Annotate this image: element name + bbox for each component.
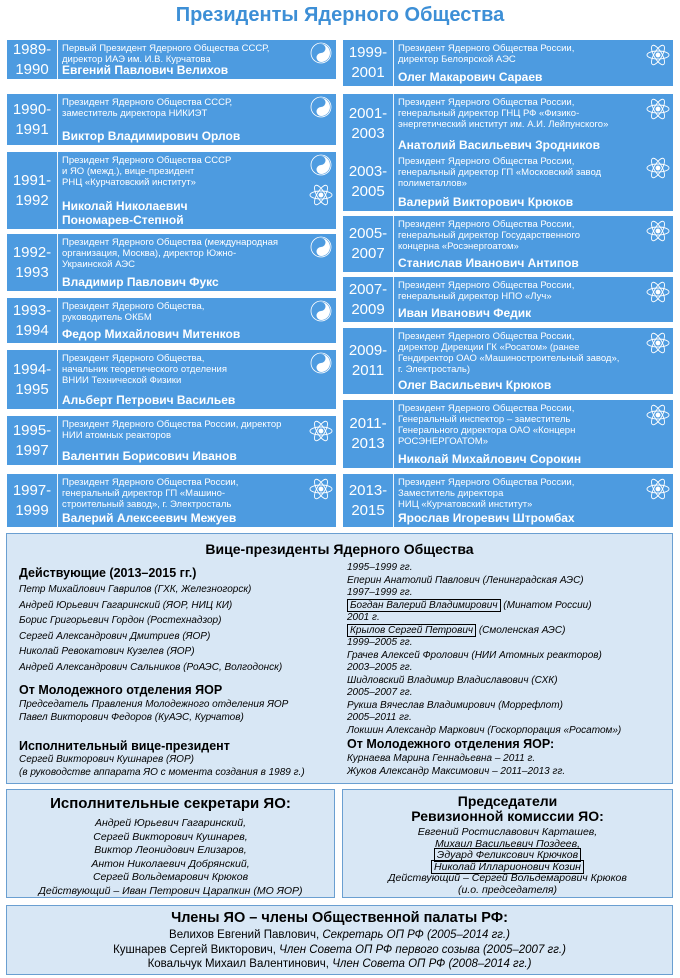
president-years xyxy=(7,350,58,409)
atom-icon xyxy=(308,476,334,502)
year-line: 2009 xyxy=(351,300,385,318)
president-card xyxy=(343,216,673,272)
atom-icon xyxy=(645,279,671,305)
vice-history-text: 2003–2005 гг. xyxy=(347,662,413,673)
audit-item-text: Евгений Ростиславович Карташев, xyxy=(417,826,598,838)
vice-history-item xyxy=(347,662,412,673)
president-card xyxy=(7,40,336,79)
president-card xyxy=(7,298,336,343)
logo-icon xyxy=(310,96,332,118)
vice-history-item xyxy=(347,600,592,611)
atom-icon xyxy=(308,418,334,444)
vice-history-item xyxy=(347,675,558,686)
president-description: Президент Ядерного Общества России, генеральный директор Государственного концерна «Росэнергоатом» xyxy=(398,219,581,252)
vice-history-item xyxy=(347,625,565,636)
vice-current-heading: Действующие (2013–2015 гг.) xyxy=(19,566,197,580)
president-name: Олег Макарович Сараев xyxy=(398,70,543,84)
president-description: Президент Ядерного Общества СССР, заместитель директора НИКИЭТ xyxy=(62,97,233,119)
secretary-item: Действующий – Иван Петрович Царапкин (МО ЯОР) xyxy=(38,884,303,897)
logo-icon xyxy=(310,236,332,258)
audit-item-text: Эдуард Феликсович Крючков xyxy=(434,848,581,862)
audit-item xyxy=(343,884,672,896)
logo-icon xyxy=(310,352,332,374)
vice-youth2-heading: От Молодежного отделения ЯОР: xyxy=(347,737,555,751)
president-name: Валентин Борисович Иванов xyxy=(62,449,237,463)
year-line: 2013- xyxy=(348,481,388,499)
year-line: 1999- xyxy=(348,44,388,61)
president-card xyxy=(343,400,673,468)
president-icons xyxy=(645,96,671,122)
president-icons xyxy=(308,236,334,258)
audit-item-text: Николай Илларионович Козин xyxy=(431,860,584,874)
chamber-member-role: Секретарь ОП РФ (2005–2014 гг.) xyxy=(322,929,510,941)
president-icons xyxy=(308,300,334,322)
year-line: 1993- xyxy=(12,301,52,319)
president-icons xyxy=(308,96,334,118)
president-icons xyxy=(645,155,671,181)
president-name: Владимир Павлович Фукс xyxy=(62,275,219,289)
audit-item xyxy=(343,826,672,838)
president-card xyxy=(343,277,673,322)
audit-item xyxy=(343,872,672,884)
year-line: 2005- xyxy=(348,225,388,242)
vice-history-item xyxy=(347,650,602,661)
vice-history-item xyxy=(347,575,584,586)
vice-history-item xyxy=(347,637,412,648)
vice-current-item: Андрей Александрович Сальников (РоАЭС, Волгодонск) xyxy=(19,661,283,673)
vice-history-item xyxy=(347,700,563,711)
president-years xyxy=(7,298,58,343)
chamber-member-role: Член Совета ОП РФ первого созыва (2005–2007 гг.) xyxy=(279,943,566,956)
vice-title: Вице-президенты Ядерного Общества xyxy=(205,541,474,557)
president-icons xyxy=(308,418,334,444)
year-line: 2011- xyxy=(349,415,387,432)
president-years xyxy=(343,474,394,527)
year-line: 2001- xyxy=(348,105,388,122)
president-years xyxy=(343,153,394,211)
president-description: Президент Ядерного Общества России, директор Дирекции ГК «Росатом» (ранее Гендиректор ОАО «Машиностроительный завод», г. Электросталь) xyxy=(398,331,620,375)
logo-icon xyxy=(310,300,332,322)
president-icons xyxy=(645,476,671,502)
atom-icon xyxy=(645,42,671,68)
president-name: Евгений Павлович Велихов xyxy=(62,63,229,77)
president-years xyxy=(343,328,394,394)
president-icons xyxy=(308,42,334,64)
president-card xyxy=(7,350,336,409)
vice-history-item xyxy=(347,562,412,573)
president-card xyxy=(7,416,336,465)
vice-current-item: Петр Михайлович Гаврилов (ГХК, Железногорск) xyxy=(19,584,252,595)
year-line: 2009- xyxy=(348,342,388,359)
president-card xyxy=(7,234,336,291)
year-line: 2001 xyxy=(351,64,385,81)
president-name: Станислав Иванович Антипов xyxy=(398,256,579,270)
vice-current-item: Андрей Юрьевич Гагаринский (ЯОР, НИЦ КИ) xyxy=(19,599,233,611)
president-name: Ярослав Игоревич Штромбах xyxy=(398,511,575,525)
president-card xyxy=(7,94,336,145)
vice-history-item xyxy=(347,612,380,623)
vice-exec-heading: Исполнительный вице-президент xyxy=(19,739,230,753)
president-icons xyxy=(645,330,671,356)
year-line: 1995 xyxy=(15,380,49,398)
president-description: Президент Ядерного Общества России, директор НИИ атомных реакторов xyxy=(62,419,282,441)
vice-history-text: Шидловский Владимир Владиславович (СХК) xyxy=(347,674,558,686)
president-card xyxy=(343,94,673,154)
vice-history-text: (Смоленская АЭС) xyxy=(476,624,566,636)
president-card xyxy=(7,152,336,229)
vice-history-item xyxy=(347,725,621,736)
president-description: Президент Ядерного Общества СССР и ЯО (межд.), вице-президент РНЦ «Курчатовский институт» xyxy=(62,155,232,188)
vice-history-text: Грачев Алексей Фролович (НИИ Атомных реакторов) xyxy=(347,649,602,661)
vice-history-text: Еперин Анатолий Павлович (Ленинградская АЭС) xyxy=(347,574,584,586)
secretaries-title: Исполнительные секретари ЯО: xyxy=(50,795,291,812)
president-name: Николай Михайлович Сорокин xyxy=(398,452,582,466)
year-line: 1997- xyxy=(12,481,52,499)
president-card xyxy=(343,474,673,527)
chamber-title: Члены ЯО – члены Общественной палаты РФ: xyxy=(171,910,508,926)
logo-icon xyxy=(310,154,332,176)
vice-youth2-item: Курнаева Марина Геннадьевна – 2011 г. xyxy=(347,753,536,764)
president-name: Федор Михайлович Митенков xyxy=(62,327,241,341)
president-card xyxy=(7,474,336,527)
president-years xyxy=(7,234,58,291)
vice-history-item xyxy=(347,712,412,723)
president-years xyxy=(7,40,58,79)
year-line: 1991 xyxy=(15,120,49,138)
audit-item-text: Действующий – Сергей Вольдемарович Крюков xyxy=(388,872,627,884)
year-line: 1993 xyxy=(15,263,49,281)
president-description: Президент Ядерного Общества, начальник теоретического отделения ВНИИ Технической Физики xyxy=(62,353,227,386)
year-line: 1999 xyxy=(15,501,49,519)
chamber-member-name: Кушнарев Сергей Викторович, xyxy=(113,943,280,956)
president-description: Президент Ядерного Общества (международная организация, Москва), директор Южно- Украинской АЭС xyxy=(62,237,279,270)
president-description: Президент Ядерного Общества России, Генеральный инспектор – заместитель Генерального директора ОАО «Концерн РОСЭНЕРГОАТОМ» xyxy=(398,403,576,447)
year-line: 2005 xyxy=(351,183,385,200)
president-name: Иван Иванович Федик xyxy=(398,306,532,320)
vice-youth-item: Павел Викторович Федоров (КуАЭС, Курчатов) xyxy=(19,712,244,723)
chamber-member-name: Ковальчук Михаил Валентинович, xyxy=(147,958,333,970)
year-line: 1994 xyxy=(15,321,49,339)
vice-youth-heading: От Молодежного отделения ЯОР xyxy=(19,683,223,697)
year-line: 2007- xyxy=(348,280,388,298)
president-years xyxy=(7,94,58,145)
president-description: Президент Ядерного Общества России, директор Белоярской АЭС xyxy=(398,43,575,65)
president-description: Президент Ядерного Общества России, генеральный директор ГП «Машино- строительный завод», г. Электросталь xyxy=(62,477,239,510)
vice-history-text: Рукша Вячеслав Владимирович (Моррефлот) xyxy=(347,699,563,711)
president-icons xyxy=(645,42,671,68)
president-description: Президент Ядерного Общества России, генеральный директор НПО «Луч» xyxy=(398,280,575,302)
year-line: 2015 xyxy=(351,501,385,519)
vice-history-text: Локшин Александр Маркович (Госкорпорация «Росатом») xyxy=(347,724,622,736)
president-icons xyxy=(645,402,671,428)
secretary-item: Сергей Вольдемарович Крюков xyxy=(92,871,249,883)
vice-history-text: 1995–1999 гг. xyxy=(347,562,413,573)
vice-current-item: Борис Григорьевич Гордон (Ростехнадзор) xyxy=(19,615,222,626)
president-icons xyxy=(308,352,334,374)
year-line: 1992 xyxy=(15,191,49,209)
chamber-box xyxy=(6,905,673,975)
year-line: 2003 xyxy=(351,125,385,142)
president-description: Президент Ядерного Общества, руководитель ОКБМ xyxy=(62,301,205,323)
vice-exec-item: Сергей Викторович Кушнарев (ЯОР) xyxy=(19,754,194,765)
page-title: Президенты Ядерного Общества xyxy=(175,4,505,26)
year-line: 2011 xyxy=(351,362,385,379)
audit-title-line1: Председатели xyxy=(457,793,558,809)
year-line: 2003- xyxy=(348,163,388,180)
president-description: Первый Президент Ядерного Общества СССР, директор ИАЭ им. И.В. Курчатова xyxy=(62,43,270,65)
atom-icon xyxy=(645,330,671,356)
president-description: Президент Ядерного Общества России, Заместитель директора НИЦ «Курчатовский институт» xyxy=(398,477,575,510)
president-card xyxy=(343,40,673,86)
audit-item-text: Михаил Васильевич Поздеев, xyxy=(434,837,581,850)
vice-history-item xyxy=(347,587,412,598)
vice-youth-item: Председатель Правления Молодежного отделения ЯОР xyxy=(19,699,289,710)
atom-icon xyxy=(645,476,671,502)
year-line: 1994- xyxy=(12,360,52,378)
year-line: 1997 xyxy=(15,441,49,459)
president-icons xyxy=(308,154,334,208)
vice-history-item xyxy=(347,687,412,698)
audit-item xyxy=(343,861,672,873)
president-icons xyxy=(645,218,671,244)
secretary-item: Сергей Викторович Кушнарев, xyxy=(93,830,248,843)
atom-icon xyxy=(308,182,334,208)
president-icons xyxy=(308,476,334,502)
president-name: Альберт Петрович Васильев xyxy=(62,393,236,407)
vice-history-text: (Минатом России) xyxy=(500,599,592,611)
secretaries-box xyxy=(6,789,335,898)
vice-presidents-box xyxy=(6,533,673,784)
president-name: Олег Васильевич Крюков xyxy=(398,378,552,392)
chamber-item xyxy=(7,944,672,956)
president-card xyxy=(343,328,673,394)
atom-icon xyxy=(645,155,671,181)
president-years xyxy=(343,400,394,468)
president-description: Президент Ядерного Общества России, генеральный директор ГП «Московский завод полиметаллов» xyxy=(398,156,602,189)
year-line: 2007 xyxy=(351,245,385,262)
atom-icon xyxy=(645,96,671,122)
president-years xyxy=(343,94,394,154)
year-line: 1992- xyxy=(12,243,52,261)
audit-item-text: (и.о. председателя) xyxy=(458,883,557,896)
president-name: Виктор Владимирович Орлов xyxy=(62,129,241,143)
year-line: 1991- xyxy=(12,171,52,189)
president-card xyxy=(343,153,673,211)
vice-exec-item: (в руководстве аппарата ЯО с момента создания в 1989 г.) xyxy=(19,767,305,778)
vice-history-text: 2001 г. xyxy=(347,612,380,623)
president-name: Николай Николаевич Пономарев-Степной xyxy=(62,199,188,227)
year-line: 1995- xyxy=(12,421,52,439)
atom-icon xyxy=(645,218,671,244)
secretary-item: Виктор Леонидович Елизаров, xyxy=(94,844,247,856)
secretary-item: Антон Николаевич Добрянский, xyxy=(91,857,250,870)
president-years xyxy=(343,40,394,86)
chamber-member-role: Член Совета ОП РФ (2008–2014 гг.) xyxy=(332,958,532,970)
president-name: Валерий Алексеевич Межуев xyxy=(62,511,237,525)
president-icons xyxy=(645,279,671,305)
president-name: Валерий Викторович Крюков xyxy=(398,195,574,209)
president-years xyxy=(343,277,394,322)
year-line: 1989- xyxy=(12,40,52,58)
vice-history-name-boxed: Крылов Сергей Петрович xyxy=(347,624,476,637)
vice-youth2-item: Жуков Александр Максимович – 2011–2013 гг. xyxy=(347,766,566,777)
vice-history-name-boxed: Богдан Валерий Владимирович xyxy=(347,599,501,612)
chamber-item xyxy=(7,929,672,941)
year-line: 1990 xyxy=(15,60,49,78)
vice-current-item: Николай Ревокатович Кузелев (ЯОР) xyxy=(19,646,195,657)
atom-icon xyxy=(645,402,671,428)
audit-title-line2: Ревизионной комиссии ЯО: xyxy=(411,808,604,824)
chamber-member-name: Велихов Евгений Павлович, xyxy=(169,929,323,941)
year-line: 2013 xyxy=(351,435,385,452)
president-years xyxy=(343,216,394,272)
vice-history-text: 1997–1999 гг. xyxy=(347,587,413,598)
vice-history-text: 1999–2005 гг. xyxy=(347,637,413,648)
vice-history-text: 2005–2007 гг. xyxy=(347,687,413,698)
president-description: Президент Ядерного Общества России, генеральный директор ГНЦ РФ «Физико- энергетический институт им. А.И. Лейпунского» xyxy=(398,97,609,130)
vice-current-item: Сергей Александрович Дмитриев (ЯОР) xyxy=(19,630,211,642)
president-name: Анатолий Васильевич Зродников xyxy=(398,138,600,152)
logo-icon xyxy=(310,42,332,64)
president-years xyxy=(7,474,58,527)
chamber-item xyxy=(7,958,672,970)
president-years xyxy=(7,416,58,465)
year-line: 1990- xyxy=(12,100,52,118)
audit-box xyxy=(342,789,673,898)
vice-history-text: 2005–2011 гг. xyxy=(347,712,412,723)
president-years xyxy=(7,152,58,229)
secretary-item: Андрей Юрьевич Гагаринский, xyxy=(95,817,246,829)
